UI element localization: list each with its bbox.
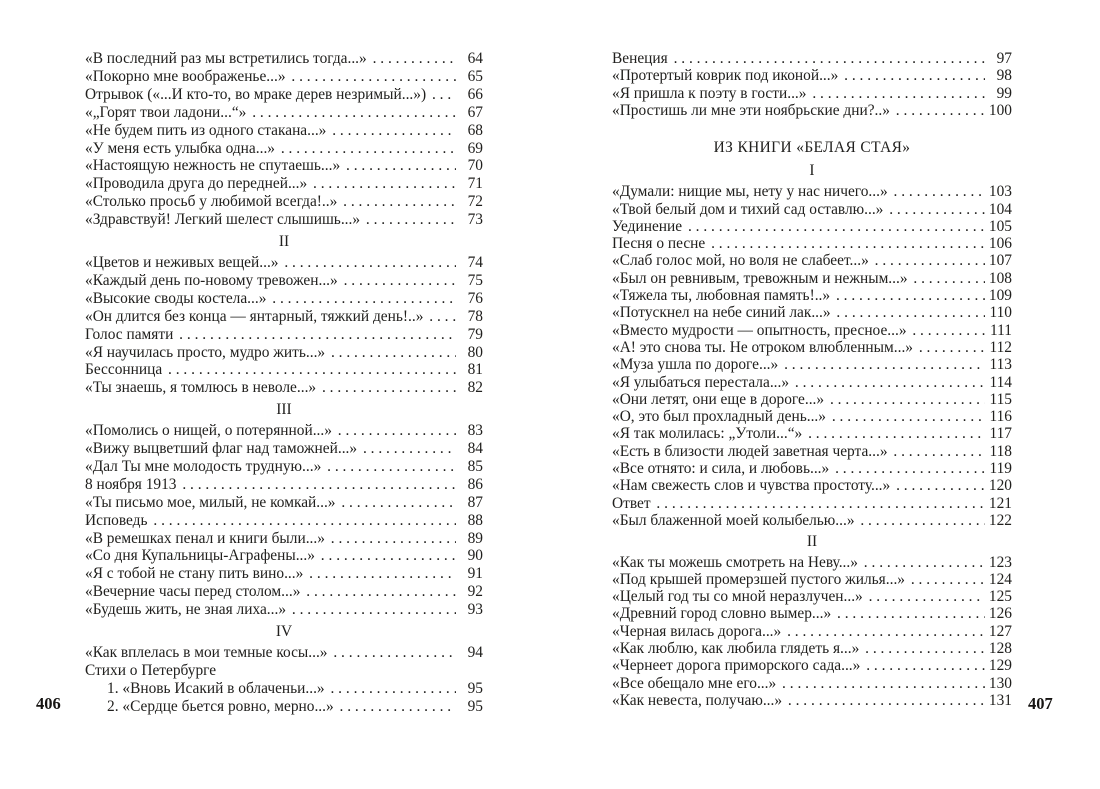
dot-leader: [428, 86, 456, 104]
toc-entry-title: «Я с тобой не стану пить вино...»: [85, 565, 304, 583]
toc-entry: [612, 477, 1012, 494]
toc-entry-title: «Как ты можешь смотреть на Неву...»: [612, 553, 858, 571]
toc-entry-title: «Дал Ты мне молодость трудную...»: [85, 457, 322, 475]
toc-entry-title: «„Горят твои ладони...“»: [85, 103, 247, 121]
dot-leader: [892, 477, 985, 494]
toc-entry: [85, 476, 483, 494]
toc-entry-page: 93: [467, 601, 483, 619]
toc-entry: [612, 460, 1012, 477]
toc-entry-page: 99: [996, 84, 1012, 102]
toc-entry-title: Ответ: [612, 494, 651, 512]
toc-entry-page: 64: [467, 50, 483, 67]
dot-leader: [861, 640, 985, 657]
toc-entry-title: «Черная вилась дорога...»: [612, 622, 782, 640]
toc-entry-page: 89: [467, 529, 483, 547]
toc-entry-page: 94: [467, 644, 483, 661]
section-numeral-heading: IV: [275, 622, 293, 640]
toc-entry-title: «Все отнято: и сила, и любовь...»: [612, 460, 830, 478]
dot-leader: [277, 140, 456, 158]
toc-entry-title: «Каждый день по-новому тревожен...»: [85, 271, 338, 289]
toc-entry: [612, 588, 1012, 605]
toc-entry-title: 2. «Сердце бьется ровно, мерно...»: [107, 697, 334, 715]
toc-entry: [612, 571, 1012, 588]
toc-entry-title: «Ты знаешь, я томлюсь в неволе...»: [85, 379, 317, 397]
toc-entry-page: 108: [988, 269, 1012, 287]
toc-entry-page: 109: [988, 287, 1012, 305]
toc-entry-title: «Они летят, они еще в дороге...»: [612, 390, 825, 408]
toc-entry-title: «Слаб голос мой, но воля не слабеет...»: [612, 252, 869, 270]
toc-entry-page: 105: [988, 217, 1012, 235]
dot-leader: [892, 102, 985, 119]
dot-leader: [334, 422, 456, 440]
toc-entry-title: 1. «Вновь Исакий в облаченьи...»: [107, 679, 325, 697]
toc-entry: [85, 157, 483, 175]
dot-leader: [281, 254, 457, 272]
toc-entry-page: 127: [988, 622, 1012, 640]
toc-entry-title: «Я научилась просто, мудро жить...»: [85, 343, 326, 361]
dot-leader: [248, 104, 456, 122]
dot-leader: [330, 644, 456, 662]
toc-entry-page: 129: [988, 657, 1012, 675]
toc-entry: [85, 175, 483, 193]
toc-entry-title: «Проводила друга до передней...»: [85, 175, 308, 193]
toc-entry-page: 113: [989, 356, 1012, 374]
dot-leader: [323, 458, 456, 476]
toc-entry-title: «Покорно мне воображенье...»: [85, 67, 286, 85]
toc-entry-page: 88: [467, 511, 483, 529]
toc-entry-page: 79: [467, 325, 483, 343]
dot-leader: [425, 308, 456, 326]
dot-leader: [288, 601, 456, 619]
toc-entry: [85, 361, 483, 379]
toc-entry-page: 95: [467, 697, 483, 715]
toc-entry: [612, 443, 1012, 460]
toc-entry-title: «Чернеет дорога приморского сада...»: [612, 657, 861, 675]
toc-entry-title: «О, это был прохладный день...»: [612, 408, 826, 426]
toc-entry-page: 78: [467, 307, 483, 325]
toc-entry-page: 75: [467, 271, 483, 289]
section-numeral-heading: II: [278, 232, 290, 250]
toc-entry: [612, 252, 1012, 269]
dot-leader: [833, 605, 985, 622]
toc-entry-page: 119: [989, 460, 1012, 478]
toc-entry: [612, 235, 1012, 252]
toc-entry: [85, 458, 483, 476]
toc-entry: [612, 675, 1012, 692]
dot-leader: [907, 571, 985, 588]
toc-entry: [85, 644, 483, 662]
dot-leader: [780, 356, 985, 373]
toc-entry: [612, 322, 1012, 339]
toc-entry-title: «Твой белый дом и тихий сад оставлю...»: [612, 200, 884, 218]
toc-entry-title: «Потускнел на небе синий лак...»: [612, 304, 831, 322]
toc-entry-title: «Не будем пить из одного стакана...»: [85, 121, 327, 139]
toc-entry: [85, 422, 483, 440]
toc-entry-title: «Простишь ли мне эти ноябрьские дни?..»: [612, 101, 890, 119]
toc-entry-page: 84: [467, 440, 483, 458]
dot-leader: [857, 512, 985, 529]
toc-entry: [612, 85, 1012, 102]
toc-entry-page: 97: [996, 50, 1012, 67]
toc-entry-title: «Я так молилась: „Утоли...“»: [612, 425, 803, 443]
dot-leader: [890, 443, 985, 460]
toc-entry-page: 120: [988, 477, 1012, 495]
toc-entry-page: 110: [989, 304, 1012, 322]
toc-entry: [612, 287, 1012, 304]
toc-entry: [85, 530, 483, 548]
toc-entry-page: 130: [988, 674, 1012, 692]
left-page-toc-column: [85, 50, 483, 716]
toc-entry: [612, 657, 1012, 674]
dot-leader: [340, 272, 456, 290]
toc-entry-title: «В ремешках пенал и книги были...»: [85, 529, 325, 547]
toc-entry-page: 68: [467, 121, 483, 139]
toc-entry: [85, 86, 483, 104]
toc-entry-title: «Нам свежесть слов и чувства простоту...»: [612, 477, 891, 495]
dot-leader: [826, 391, 985, 408]
toc-entry-page: 125: [988, 588, 1012, 606]
dot-leader: [910, 270, 985, 287]
toc-entry-page: 112: [989, 338, 1012, 356]
toc-entry: [85, 698, 483, 716]
toc-entry-page: 92: [467, 583, 483, 601]
toc-entry: [612, 183, 1012, 200]
dot-leader: [778, 675, 985, 692]
toc-entry-page: 117: [989, 425, 1012, 443]
toc-entry: [85, 547, 483, 565]
toc-entry-title: «Был блаженной моей колыбелью...»: [612, 511, 855, 529]
toc-entry: [85, 494, 483, 512]
toc-entry-page: 118: [989, 442, 1012, 460]
toc-entry-title: Уединение: [612, 217, 683, 235]
toc-entry-title: «Высокие своды костела...»: [85, 289, 267, 307]
section-numeral-heading: II: [806, 532, 818, 550]
dot-leader: [150, 512, 456, 530]
right-page-folio-number: 407: [1028, 694, 1053, 713]
dot-leader: [369, 50, 456, 68]
dot-leader: [342, 157, 456, 175]
toc-entry-title: 8 ноября 1913: [85, 475, 177, 493]
toc-entry-page: 115: [989, 390, 1012, 408]
dot-leader: [338, 494, 456, 512]
toc-entry-title: «Был он ревнивым, тревожным и нежным...»: [612, 269, 908, 287]
toc-entry: [85, 680, 483, 698]
toc-entry-title: «Протертый коврик под иконой...»: [612, 67, 839, 85]
toc-entry: [612, 623, 1012, 640]
toc-entry-page: 69: [467, 139, 483, 157]
toc-entry-title: «А! это снова ты. Не отроком влюбленным...»: [612, 338, 913, 356]
toc-entry-page: 90: [467, 547, 483, 565]
toc-entry: [612, 408, 1012, 425]
toc-entry-title: Песня о песне: [612, 235, 706, 253]
toc-entry-page: 65: [467, 67, 483, 85]
dot-leader: [336, 698, 456, 716]
dot-leader: [915, 339, 985, 356]
toc-entry: [85, 308, 483, 326]
dot-leader: [328, 122, 456, 140]
dot-leader: [833, 304, 985, 321]
toc-entry-page: 111: [990, 321, 1012, 339]
toc-entry-page: 73: [467, 211, 483, 229]
toc-entry: [85, 512, 483, 530]
toc-entry: [612, 67, 1012, 84]
toc-entry: [612, 425, 1012, 442]
dot-leader: [327, 680, 456, 698]
dot-leader: [288, 68, 456, 86]
toc-entry: [612, 356, 1012, 373]
dot-leader: [865, 588, 985, 605]
toc-entry-page: 123: [988, 553, 1012, 571]
toc-entry: [612, 554, 1012, 571]
toc-entry-title: «Настоящую нежность не спутаешь...»: [85, 157, 341, 175]
dot-leader: [860, 554, 985, 571]
toc-entry: [612, 692, 1012, 709]
toc-entry-title: «Как люблю, как любила глядеть я...»: [612, 640, 860, 657]
toc-entry-title: Венеция: [612, 50, 668, 67]
toc-entry-title: «Я улыбаться перестала...»: [612, 373, 790, 391]
toc-entry-title: «У меня есть улыбка одна...»: [85, 139, 275, 157]
toc-entry: [85, 344, 483, 362]
toc-entry: [612, 201, 1012, 218]
toc-entry: [85, 193, 483, 211]
dot-leader: [305, 565, 456, 583]
toc-entry-title: Стихи о Петербурге: [85, 661, 217, 679]
toc-entry-page: 104: [988, 200, 1012, 218]
toc-entry-title: «Со дня Купальницы-Аграфены...»: [85, 547, 315, 565]
dot-leader: [885, 201, 985, 218]
dot-leader: [327, 344, 456, 362]
dot-leader: [309, 175, 456, 193]
toc-entry-page: 126: [988, 605, 1012, 623]
dot-leader: [890, 183, 985, 200]
toc-entry-title: «Думали: нищие мы, нету у нас ничего...»: [612, 183, 888, 201]
dot-leader: [175, 326, 456, 344]
dot-leader: [840, 67, 985, 84]
dot-leader: [268, 290, 456, 308]
toc-entry: [85, 50, 483, 68]
dot-leader: [791, 374, 985, 391]
toc-entry-title: «Как вплелась в мои темные косы...»: [85, 644, 328, 661]
dot-leader: [317, 547, 456, 565]
dot-leader: [653, 495, 985, 512]
toc-entry-title: «Тяжела ты, любовная память!..»: [612, 287, 831, 305]
dot-leader: [670, 50, 985, 67]
toc-entry-page: 76: [467, 289, 483, 307]
toc-entry-page: 131: [988, 691, 1012, 709]
section-numeral-heading: I: [809, 162, 815, 180]
book-section-title: ИЗ КНИГИ «БЕЛАЯ СТАЯ»: [713, 139, 911, 157]
toc-entry: [612, 339, 1012, 356]
dot-leader: [862, 657, 985, 674]
toc-entry-page: 82: [467, 379, 483, 397]
toc-entry-title: «Цветов и неживых вещей...»: [85, 253, 279, 271]
toc-entry: [85, 122, 483, 140]
toc-entry-title: Отрывок («...И кто-то, во мраке дерев незримый...»): [85, 85, 427, 103]
dot-leader: [302, 583, 456, 601]
left-page-folio-number: 406: [36, 694, 61, 713]
toc-entry-page: 85: [467, 457, 483, 475]
toc-entry: [612, 640, 1012, 657]
toc-entry-title: «Под крышей промерзшей пустого жилья...»: [612, 570, 905, 588]
dot-leader: [179, 476, 457, 494]
dot-leader: [783, 623, 985, 640]
toc-entry-page: 66: [467, 85, 483, 103]
dot-leader: [871, 252, 985, 269]
toc-entry: [612, 304, 1012, 321]
toc-entry-title: «Помолись о нищей, о потерянной...»: [85, 422, 332, 440]
toc-entry-title: «Муза ушла по дороге...»: [612, 356, 779, 374]
toc-entry: [612, 512, 1012, 529]
toc-entry: [85, 272, 483, 290]
dot-leader: [339, 193, 456, 211]
toc-entry: [612, 50, 1012, 67]
dot-leader: [804, 425, 985, 442]
toc-entry-title: «Вижу выцветший флаг над таможней...»: [85, 440, 358, 458]
toc-entry-page: 100: [988, 101, 1012, 119]
dot-leader: [164, 361, 456, 379]
toc-entry: [612, 391, 1012, 408]
toc-entry-page: 114: [989, 373, 1012, 391]
dot-leader: [784, 692, 985, 709]
toc-entry-title: «Все обещало мне его...»: [612, 674, 777, 692]
toc-entry-page: 91: [467, 565, 483, 583]
toc-entry: [85, 140, 483, 158]
dot-leader: [832, 287, 985, 304]
toc-entry: [85, 583, 483, 601]
right-page-toc-column: [612, 50, 1012, 709]
toc-entry: [612, 270, 1012, 287]
toc-entry-page: 81: [467, 361, 483, 379]
toc-entry-title: «Вместо мудрости — опытность, пресное...»: [612, 321, 907, 339]
dot-leader: [831, 460, 985, 477]
toc-entry: [85, 565, 483, 583]
toc-entry-page: 86: [467, 475, 483, 493]
toc-entry-title: «Я пришла к поэту в гости...»: [612, 84, 807, 102]
dot-leader: [909, 322, 985, 339]
toc-entry-page: 87: [467, 493, 483, 511]
toc-entry: [85, 254, 483, 272]
toc-entry: [85, 379, 483, 397]
toc-entry: [85, 211, 483, 229]
dot-leader: [808, 85, 985, 102]
toc-entry-title: Исповедь: [85, 511, 148, 529]
toc-entry-title: «Целый год ты со мной неразлучен...»: [612, 588, 863, 606]
toc-entry-page: 80: [467, 343, 483, 361]
toc-entry-page: 124: [988, 570, 1012, 588]
toc-entry-title: Бессонница: [85, 361, 163, 379]
toc-entry-page: 72: [467, 193, 483, 211]
toc-entry-page: 70: [467, 157, 483, 175]
toc-entry-page: 103: [988, 183, 1012, 201]
toc-entry: [612, 605, 1012, 622]
toc-entry: [612, 218, 1012, 235]
toc-entry-page: 122: [988, 511, 1012, 529]
toc-entry-title: Голос памяти: [85, 325, 174, 343]
toc-entry: [612, 495, 1012, 512]
toc-entry-title: «Ты письмо мое, милый, не комкай...»: [85, 493, 336, 511]
toc-entry: [85, 440, 483, 458]
toc-entry-title: «Будешь жить, не зная лиха...»: [85, 601, 287, 619]
toc-entry-title: «Как невеста, получаю...»: [612, 691, 783, 709]
toc-entry-title: «Он длится без конца — янтарный, тяжкий день!..»: [85, 307, 424, 325]
dot-leader: [828, 408, 985, 425]
toc-entry: [85, 662, 483, 680]
toc-entry: [612, 374, 1012, 391]
toc-entry-page: 116: [989, 408, 1012, 426]
toc-entry-page: 74: [467, 253, 483, 271]
toc-entry-page: 71: [467, 175, 483, 193]
toc-entry-title: «Здравствуй! Легкий шелест слышишь...»: [85, 211, 361, 229]
dot-leader: [318, 379, 456, 397]
dot-leader: [327, 530, 456, 548]
toc-entry-page: 106: [988, 235, 1012, 253]
toc-entry-title: «Вечерние часы перед столом...»: [85, 583, 301, 601]
toc-entry-page: 121: [988, 494, 1012, 512]
dot-leader: [362, 211, 456, 229]
toc-entry-page: 128: [988, 640, 1012, 657]
toc-entry-page: 67: [467, 103, 483, 121]
toc-entry-title: «Есть в близости людей заветная черта...»: [612, 442, 888, 460]
section-numeral-heading: III: [276, 400, 292, 418]
toc-entry: [85, 601, 483, 619]
toc-entry: [85, 68, 483, 86]
toc-entry: [612, 102, 1012, 119]
toc-entry: [85, 104, 483, 122]
toc-entry: [85, 290, 483, 308]
dot-leader: [359, 440, 456, 458]
dot-leader: [707, 235, 985, 252]
toc-entry-page: 83: [467, 422, 483, 440]
toc-entry-title: «В последний раз мы встретились тогда...»: [85, 50, 367, 67]
toc-entry-title: «Столько просьб у любимой всегда!..»: [85, 193, 338, 211]
dot-leader: [684, 218, 985, 235]
toc-entry-page: 98: [996, 67, 1012, 85]
toc-entry-title: «Древний город словно вымер...»: [612, 605, 832, 623]
toc-entry-page: 95: [467, 679, 483, 697]
toc-entry: [85, 326, 483, 344]
toc-entry-page: 107: [988, 252, 1012, 270]
